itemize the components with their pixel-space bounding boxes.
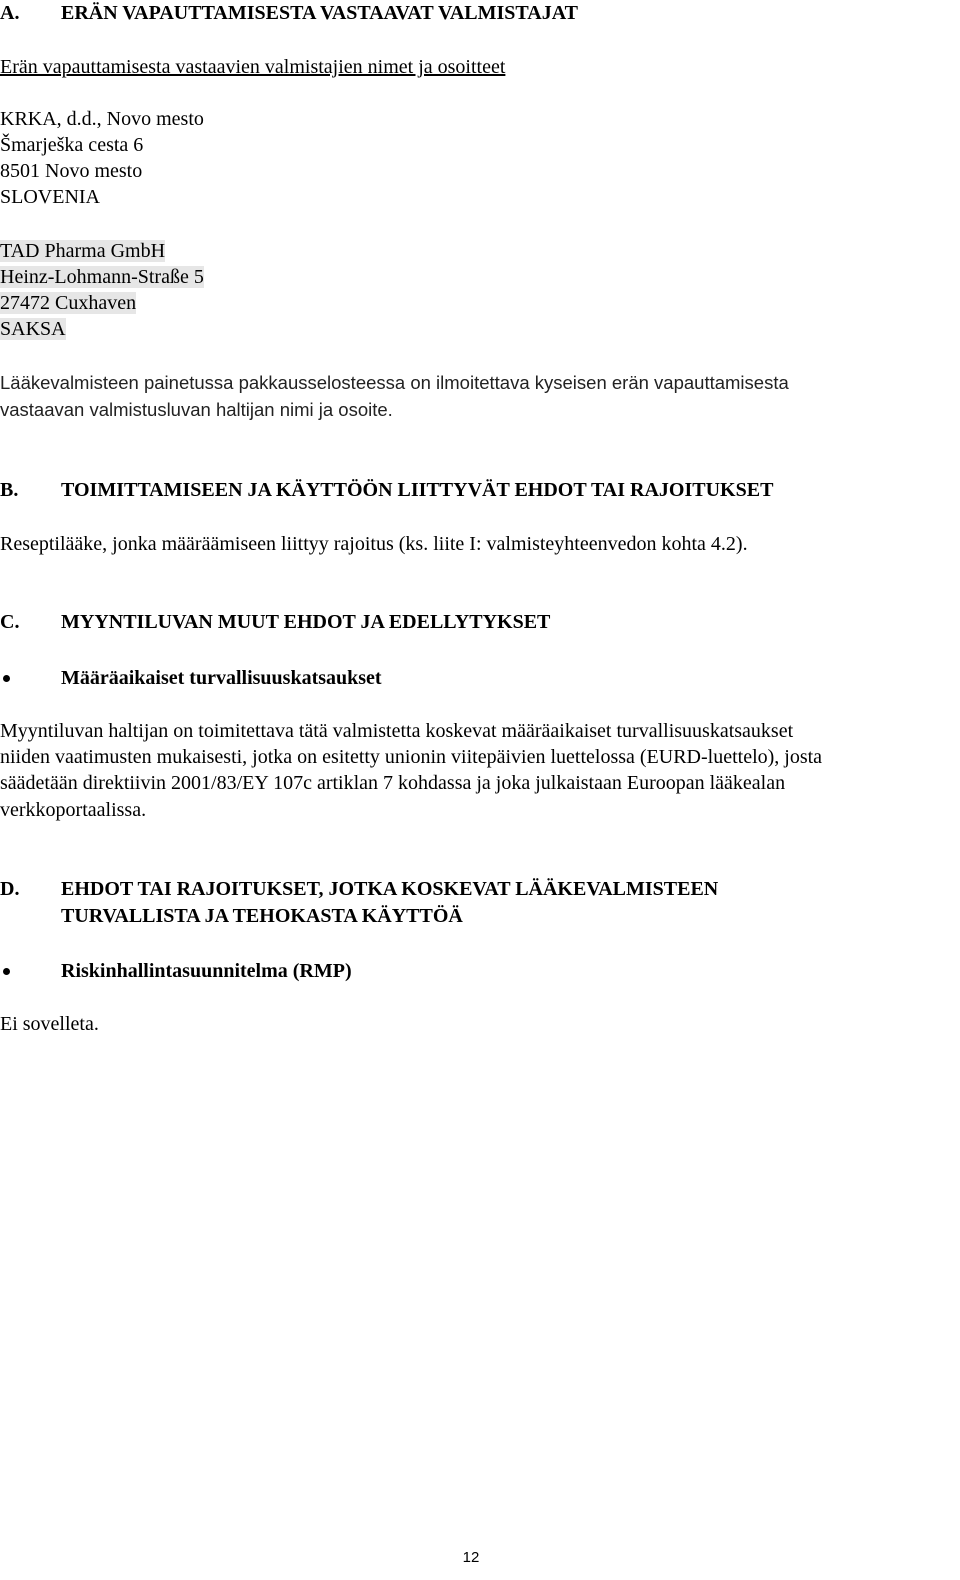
package-leaflet-note-line-2: vastaavan valmistusluvan haltijan nimi ja osoite.: [0, 399, 393, 420]
manufacturer-1-country: SLOVENIA: [0, 186, 100, 208]
section-d-number: D.: [0, 878, 20, 900]
section-b-title: TOIMITTAMISEEN JA KÄYTTÖÖN LIITTYVÄT EHDOT TAI RAJOITUKSET: [61, 479, 774, 501]
section-d-text: Ei sovelleta.: [0, 1013, 99, 1035]
section-a-heading: [0, 0, 579, 26]
section-c-text-line-3: säädetään direktiivin 2001/83/EY 107c artiklan 7 kohdassa ja joka julkaistaan Euroopan lääkealan: [0, 772, 786, 794]
section-c-title: MYYNTILUVAN MUUT EHDOT JA EDELLYTYKSET: [61, 611, 551, 633]
section-b-number: B.: [0, 479, 19, 501]
manufacturer-2-city: 27472 Cuxhaven: [0, 292, 137, 314]
section-d-title-line-1: EHDOT TAI RAJOITUKSET, JOTKA KOSKEVAT LÄÄKEVALMISTEEN: [61, 878, 719, 900]
section-c-text-line-4: verkkoportaalissa.: [0, 799, 147, 821]
section-c-text-line-2: niiden vaatimusten mukaisesti, jotka on esitetty unionin viitepäivien luettelossa (EURD-luettelo), josta: [0, 746, 823, 768]
manufacturer-2-street: Heinz-Lohmann-Straße 5: [0, 266, 204, 288]
manufacturer-2-name: TAD Pharma GmbH: [0, 240, 166, 262]
section-d-bullet-text: Riskinhallintasuunnitelma (RMP): [61, 960, 352, 982]
package-leaflet-note-line-1: Lääkevalmisteen painetussa pakkausselosteessa on ilmoitettava kyseisen erän vapauttamisesta: [0, 372, 789, 393]
manufacturer-1-city: 8501 Novo mesto: [0, 160, 143, 182]
section-c-bullet-text: Määräaikaiset turvallisuuskatsaukset: [61, 667, 382, 689]
page-number: 12: [462, 1549, 480, 1566]
section-a-title: ERÄN VAPAUTTAMISESTA VASTAAVAT VALMISTAJAT: [61, 2, 579, 24]
section-c-number: C.: [0, 611, 20, 633]
section-a-number: A.: [0, 2, 20, 24]
section-c-text-line-1: Myyntiluvan haltijan on toimitettava tätä valmistetta koskevat määräaikaiset turvallisuuskatsaukset: [0, 720, 794, 742]
bullet-icon: [3, 675, 10, 682]
manufacturer-1-street: Šmarješka cesta 6: [0, 134, 144, 156]
section-d-title-line-2: TURVALLISTA JA TEHOKASTA KÄYTTÖÄ: [61, 905, 463, 927]
manufacturer-2-country: SAKSA: [0, 318, 66, 340]
manufacturer-1-name: KRKA, d.d., Novo mesto: [0, 108, 204, 130]
section-a-subtitle: Erän vapauttamisesta vastaavien valmistajien nimet ja osoitteet: [0, 56, 506, 78]
section-b-text: Reseptilääke, jonka määräämiseen liittyy rajoitus (ks. liite I: valmisteyhteenvedon kohta 4.2).: [0, 533, 748, 555]
bullet-icon: [3, 968, 10, 975]
